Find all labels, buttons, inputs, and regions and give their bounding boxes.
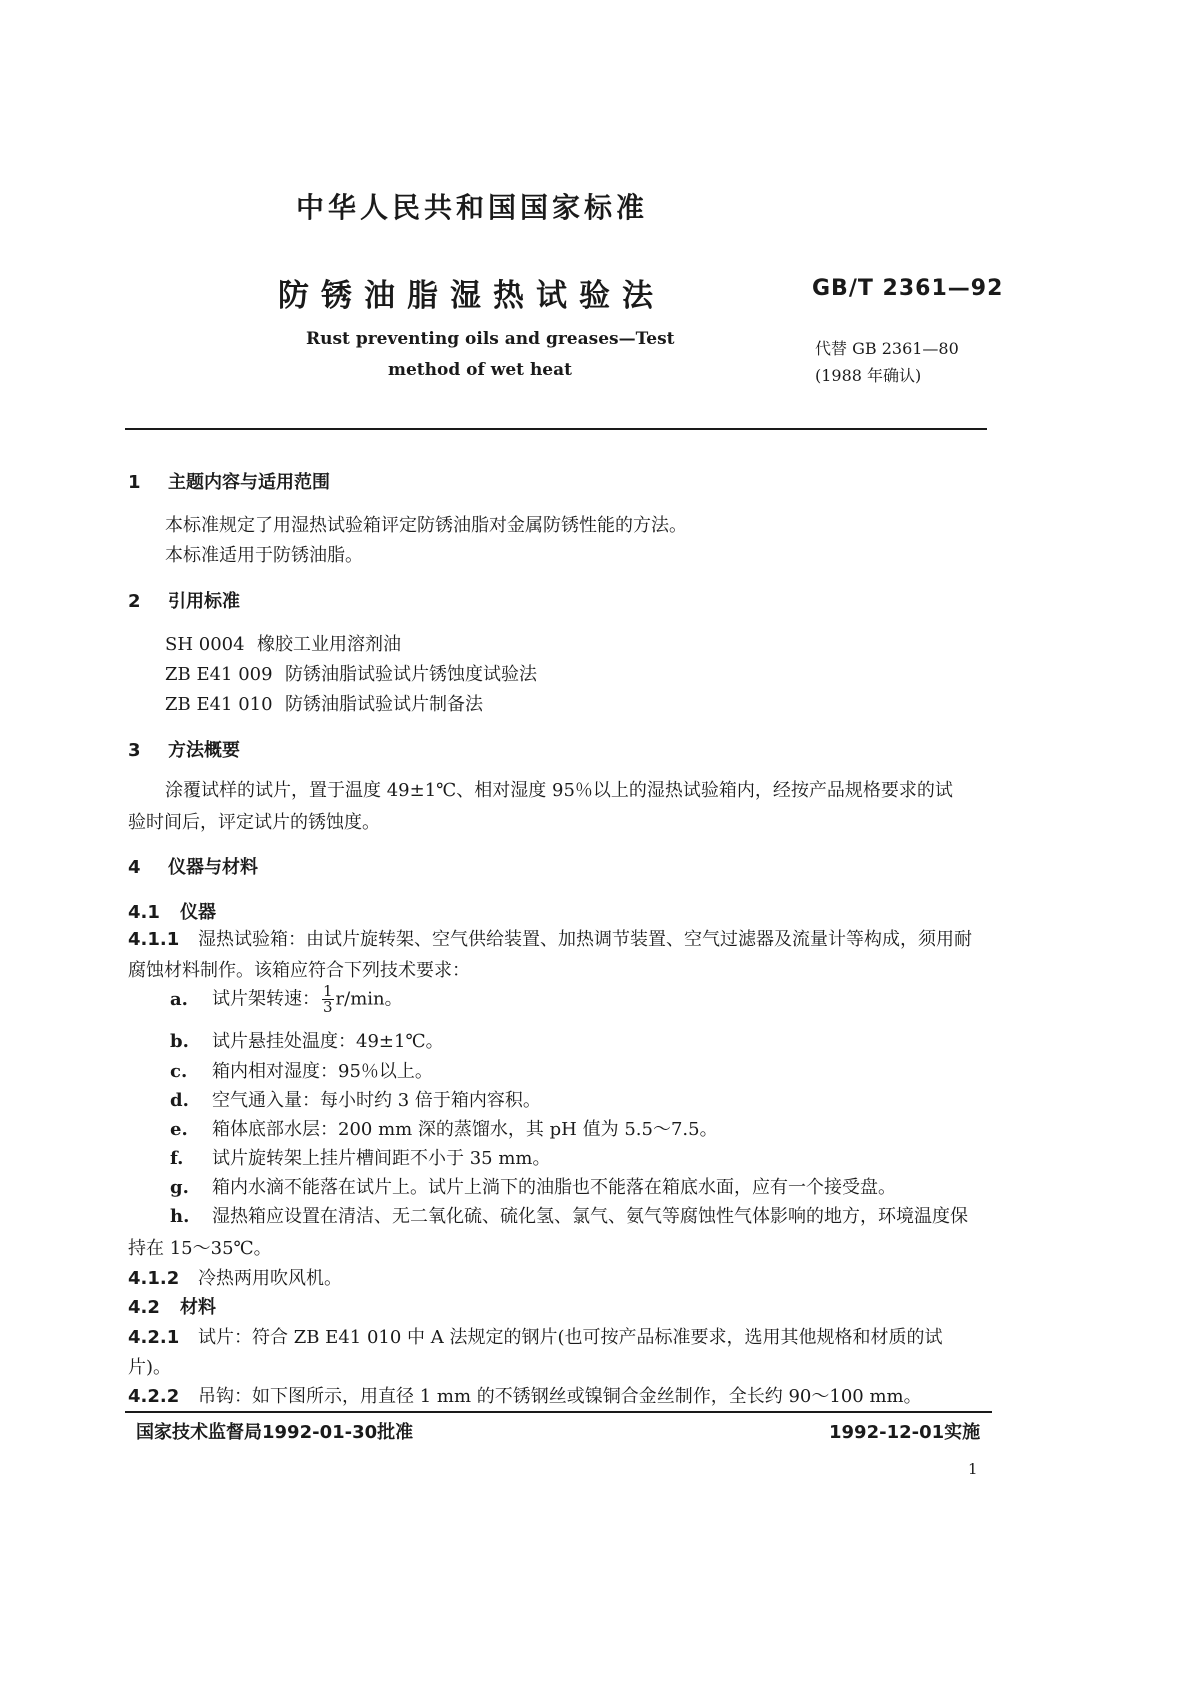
document-title-cn: 防锈油脂湿热试验法 (278, 278, 665, 314)
reference-code: ZB E41 009 (165, 664, 273, 685)
section-number: 1 (128, 472, 141, 493)
standard-code: GB/T 2361—92 (812, 276, 1004, 301)
paragraph: 片)。 (128, 1357, 172, 1378)
section-number: 4.2 (128, 1297, 160, 1318)
item-text: 箱内相对湿度：95％以上。 (212, 1061, 433, 1082)
section-title: 材料 (180, 1297, 216, 1318)
replaces-standard: 代替 GB 2361—80 (815, 339, 959, 358)
section-2-heading (128, 587, 240, 613)
clause-number: 4.1.1 (128, 929, 180, 950)
subsection-4-2-heading (128, 1293, 216, 1319)
page-number: 1 (968, 1460, 978, 1478)
document-title-en-line2: method of wet heat (388, 360, 572, 380)
list-item-h (170, 1202, 968, 1228)
section-3-heading (128, 736, 240, 762)
section-title: 仪器 (180, 902, 216, 923)
item-text: 试片悬挂处温度：49±1℃。 (212, 1031, 444, 1052)
item-text: 箱体底部水层：200 mm 深的蒸馏水，其 pH 值为 5.5～7.5。 (212, 1119, 718, 1140)
paragraph: 本标准规定了用湿热试验箱评定防锈油脂对金属防锈性能的方法。 (165, 515, 687, 536)
fraction (322, 984, 334, 1015)
section-1-heading (128, 468, 330, 494)
section-4-heading (128, 853, 258, 879)
section-number: 4.1 (128, 902, 160, 923)
section-title: 仪器与材料 (168, 857, 258, 878)
subsection-4-1-heading (128, 898, 216, 924)
item-label: b. (170, 1031, 189, 1052)
item-text: 湿热箱应设置在清洁、无二氧化硫、硫化氢、氯气、氨气等腐蚀性气体影响的地方，环境温度保 (212, 1206, 968, 1227)
section-number: 4 (128, 857, 141, 878)
paragraph: 持在 15～35℃。 (128, 1238, 272, 1259)
item-text: 箱内水滴不能落在试片上。试片上淌下的油脂也不能落在箱底水面，应有一个接受盘。 (212, 1177, 896, 1198)
item-label: d. (170, 1090, 189, 1111)
fraction-numerator: 1 (323, 982, 333, 1000)
section-title: 引用标准 (168, 591, 240, 612)
section-number: 2 (128, 591, 141, 612)
paragraph: 本标准适用于防锈油脂。 (165, 545, 363, 566)
paragraph: 涂覆试样的试片，置于温度 49±1℃、相对湿度 95％以上的湿热试验箱内，经按产品规格要求的试 (165, 780, 953, 801)
clause-number: 4.2.1 (128, 1327, 180, 1348)
document-title-en-line1: Rust preventing oils and greases—Test (306, 329, 675, 349)
footer-divider (125, 1411, 992, 1413)
header-divider (125, 428, 987, 430)
clause-4-1-2 (128, 1264, 342, 1290)
item-text: 试片架转速： (212, 988, 320, 1010)
reference-code: SH 0004 (165, 634, 245, 655)
clause-4-1-1 (128, 925, 972, 951)
item-unit: r/min。 (335, 988, 403, 1010)
clause-4-2-1 (128, 1323, 942, 1349)
item-label: h. (170, 1206, 190, 1227)
item-label: c. (170, 1061, 188, 1082)
clause-text: 吊钩：如下图所示，用直径 1 mm 的不锈钢丝或镍铜合金丝制作，全长约 90～100 mm。 (198, 1386, 922, 1407)
clause-4-2-2 (128, 1382, 922, 1408)
clause-text: 冷热两用吹风机。 (198, 1268, 342, 1289)
national-standard-title: 中华人民共和国国家标准 (296, 191, 649, 224)
reference-item (165, 630, 401, 656)
reference-name: 防锈油脂试验试片锈蚀度试验法 (285, 664, 537, 685)
reference-item (165, 690, 483, 716)
list-item-e (170, 1115, 718, 1141)
list-item-d (170, 1086, 541, 1112)
list-item-c (170, 1057, 433, 1083)
reference-item (165, 660, 537, 686)
clause-number: 4.1.2 (128, 1268, 180, 1289)
list-item-g (170, 1173, 896, 1199)
item-label: a. (170, 988, 188, 1010)
list-item-f (170, 1144, 550, 1170)
list-item-b (170, 1027, 444, 1053)
section-title: 方法概要 (168, 740, 240, 761)
reference-code: ZB E41 010 (165, 694, 273, 715)
item-label: f. (170, 1148, 184, 1169)
implementation-date: 1992-12-01实施 (829, 1422, 981, 1443)
reference-name: 橡胶工业用溶剂油 (257, 634, 401, 655)
item-label: e. (170, 1119, 188, 1140)
item-text: 试片旋转架上挂片槽间距不小于 35 mm。 (212, 1148, 551, 1169)
reference-name: 防锈油脂试验试片制备法 (285, 694, 483, 715)
section-title: 主题内容与适用范围 (168, 472, 330, 493)
clause-text: 试片：符合 ZB E41 010 中 A 法规定的钢片(也可按产品标准要求，选用其他规格和材质的试 (198, 1327, 943, 1348)
list-item-a (170, 984, 403, 1015)
item-label: g. (170, 1177, 189, 1198)
paragraph: 验时间后，评定试片的锈蚀度。 (128, 812, 380, 833)
clause-number: 4.2.2 (128, 1386, 180, 1407)
paragraph: 腐蚀材料制作。该箱应符合下列技术要求： (128, 960, 470, 981)
fraction-denominator: 3 (323, 998, 333, 1016)
section-number: 3 (128, 740, 141, 761)
clause-text: 湿热试验箱：由试片旋转架、空气供给装置、加热调节装置、空气过滤器及流量计等构成，须用耐 (198, 929, 972, 950)
item-text: 空气通入量：每小时约 3 倍于箱内容积。 (212, 1090, 541, 1111)
confirmation-note: (1988 年确认) (815, 366, 922, 385)
approval-line: 国家技术监督局1992-01-30批准 (136, 1422, 414, 1443)
